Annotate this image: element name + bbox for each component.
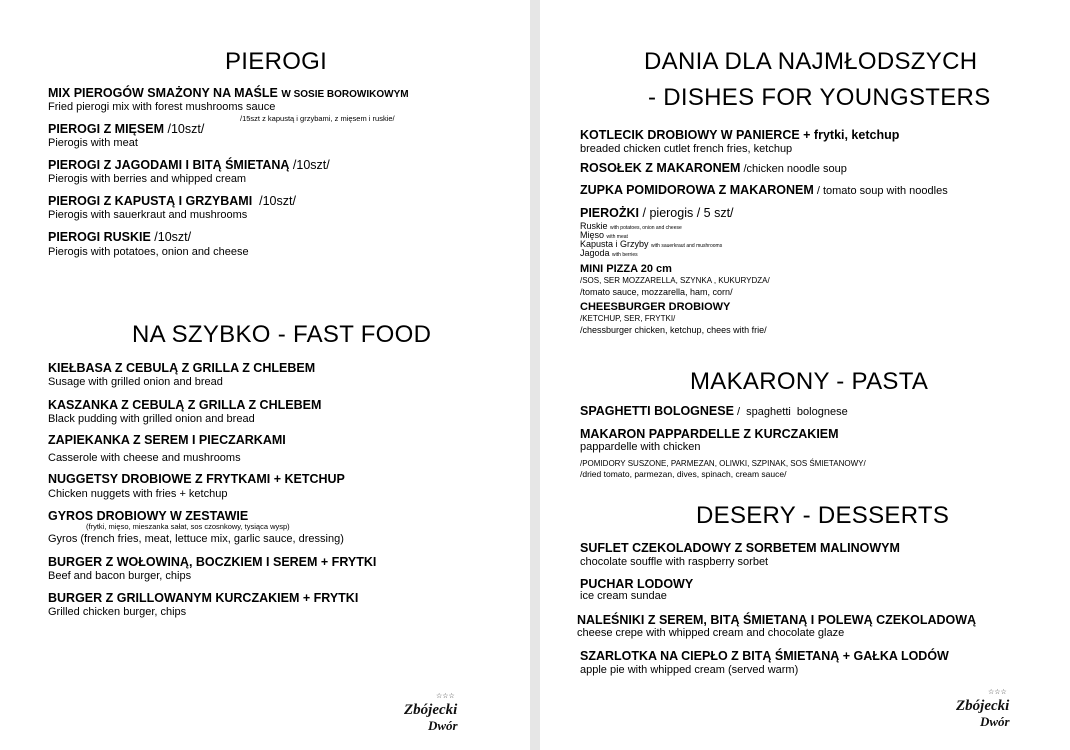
menu-item-desc: /dried tomato, parmezan, dives, spinach, cream sauce/ bbox=[580, 469, 787, 479]
menu-item-desc: Fried pierogi mix with forest mushrooms sauce bbox=[48, 101, 276, 113]
menu-item-name: PUCHAR LODOWY bbox=[580, 577, 694, 591]
section-title-kids-line1: DANIA DLA NAJMŁODSZYCH bbox=[644, 48, 978, 75]
crown-stars-icon bbox=[436, 692, 455, 700]
menu-item-desc: Grilled chicken burger, chips bbox=[48, 606, 187, 618]
menu-item-desc: cheese crepe with whipped cream and chocolate glaze bbox=[577, 627, 845, 639]
menu-item-desc: breaded chicken cutlet french fries, ketchup bbox=[580, 143, 793, 155]
menu-item-name: ROSOŁEK Z MAKARONEM /chicken noodle soup bbox=[580, 161, 847, 175]
menu-item-name: CHEESBURGER DROBIOWY bbox=[580, 301, 731, 313]
menu-item-name: MIX PIEROGÓW SMAŻONY NA MAŚLE W SOSIE BOROWIKOWYM bbox=[48, 86, 409, 100]
restaurant-logo bbox=[400, 690, 478, 734]
menu-item-desc: Pierogis with sauerkraut and mushrooms bbox=[48, 209, 248, 221]
menu-item-name: BURGER Z GRILLOWANYM KURCZAKIEM + FRYTKI bbox=[48, 591, 359, 605]
menu-item-note: /POMIDORY SUSZONE, PARMEZAN, OLIWKI, SZPINAK, SOS ŚMIETANOWY/ bbox=[580, 459, 866, 468]
menu-item-desc: chocolate souffle with raspberry sorbet bbox=[580, 556, 769, 568]
menu-item-desc: Gyros (french fries, meat, lettuce mix, garlic sauce, dressing) bbox=[48, 533, 344, 545]
menu-item-name: KASZANKA Z CEBULĄ Z GRILLA Z CHLEBEM bbox=[48, 398, 322, 412]
menu-item-note: (frytki, mięso, mieszanka sałat, sos czosnkowy, tysiąca wysp) bbox=[86, 522, 290, 531]
menu-item-name: PIEROGI Z JAGODAMI I BITĄ ŚMIETANĄ /10szt/ bbox=[48, 158, 330, 172]
menu-page-right bbox=[540, 0, 1070, 750]
menu-item-name: ZAPIEKANKA Z SEREM I PIECZARKAMI bbox=[48, 433, 286, 447]
menu-item-name: KOTLECIK DROBIOWY W PANIERCE + frytki, ketchup bbox=[580, 128, 900, 142]
menu-item-name: PIEROGI RUSKIE /10szt/ bbox=[48, 230, 192, 244]
menu-item-desc: Casserole with cheese and mushrooms bbox=[48, 452, 241, 464]
logo-text-line2: Dwór bbox=[980, 714, 1010, 729]
menu-item-name: NUGGETSY DROBIOWE Z FRYTKAMI + KETCHUP bbox=[48, 472, 345, 486]
restaurant-logo bbox=[952, 686, 1030, 730]
menu-item-note: /KETCHUP, SER, FRYTKI/ bbox=[580, 314, 676, 323]
menu-item-name: PIEROŻKI / pierogis / 5 szt/ bbox=[580, 206, 734, 220]
logo-text-line1: Zbójecki bbox=[404, 702, 458, 718]
section-title-kids-line2: - DISHES FOR YOUNGSTERS bbox=[648, 84, 991, 111]
menu-item-name: ZUPKA POMIDOROWA Z MAKARONEM / tomato soup with noodles bbox=[580, 183, 948, 197]
menu-item-desc: Pierogis with potatoes, onion and cheese bbox=[48, 246, 249, 258]
menu-item-desc: ice cream sundae bbox=[580, 590, 667, 602]
menu-item-desc: Chicken nuggets with fries + ketchup bbox=[48, 488, 228, 500]
menu-page-left bbox=[0, 0, 530, 750]
menu-item-name: MAKARON PAPPARDELLE Z KURCZAKIEM bbox=[580, 427, 839, 441]
section-title-pierogi: PIEROGI bbox=[225, 48, 328, 75]
menu-item-desc: Susage with grilled onion and bread bbox=[48, 376, 223, 388]
logo-text-line2: Dwór bbox=[428, 718, 458, 733]
menu-item-desc: Pierogis with berries and whipped cream bbox=[48, 173, 247, 185]
menu-item-desc: Black pudding with grilled onion and bread bbox=[48, 413, 255, 425]
menu-item-name: GYROS DROBIOWY W ZESTAWIE bbox=[48, 509, 249, 523]
menu-item-note: /SOS, SER MOZZARELLA, SZYNKA , KUKURYDZA/ bbox=[580, 276, 770, 285]
variant-item: Kapusta i Grzyby with sauerkraut and mushrooms bbox=[580, 239, 723, 249]
section-title-pasta: MAKARONY - PASTA bbox=[690, 368, 929, 395]
svg-text:☆☆☆: ☆☆☆ bbox=[988, 688, 1007, 696]
menu-item-desc: apple pie with whipped cream (served warm) bbox=[580, 664, 799, 676]
menu-item-name: NALEŚNIKI Z SEREM, BITĄ ŚMIETANĄ I POLEWĄ CZEKOLADOWĄ bbox=[577, 613, 977, 627]
menu-item-name: SPAGHETTI BOLOGNESE / spaghetti bolognese bbox=[580, 404, 848, 418]
menu-item-desc: /tomato sauce, mozzarella, ham, corn/ bbox=[580, 287, 733, 297]
menu-item-name: SZARLOTKA NA CIEPŁO Z BITĄ ŚMIETANĄ + GAŁKA LODÓW bbox=[580, 649, 949, 663]
logo-text-line1: Zbójecki bbox=[956, 698, 1010, 714]
menu-item-desc: pappardelle with chicken bbox=[580, 441, 701, 453]
section-title-desserts: DESERY - DESSERTS bbox=[696, 502, 950, 529]
menu-item-name: PIEROGI Z MIĘSEM /10szt/ bbox=[48, 122, 205, 136]
svg-text:☆☆☆: ☆☆☆ bbox=[436, 692, 455, 700]
section-title-fastfood: NA SZYBKO - FAST FOOD bbox=[132, 321, 432, 348]
menu-item-desc: /chessburger chicken, ketchup, chees with frie/ bbox=[580, 325, 767, 335]
menu-item-name: PIEROGI Z KAPUSTĄ I GRZYBAMI /10szt/ bbox=[48, 194, 296, 208]
menu-item-desc: Pierogis with meat bbox=[48, 137, 138, 149]
menu-item-name: MINI PIZZA 20 cm bbox=[580, 263, 672, 275]
menu-item-name: KIEŁBASA Z CEBULĄ Z GRILLA Z CHLEBEM bbox=[48, 361, 316, 375]
variant-item: Jagoda with berries bbox=[580, 248, 638, 258]
menu-item-name: SUFLET CZEKOLADOWY Z SORBETEM MALINOWYM bbox=[580, 541, 900, 555]
variant-item: Mięso with meat bbox=[580, 230, 628, 240]
menu-item-note: /15szt z kapustą i grzybami, z mięsem i ruskie/ bbox=[240, 114, 395, 123]
menu-item-desc: Beef and bacon burger, chips bbox=[48, 570, 192, 582]
menu-item-name: BURGER Z WOŁOWINĄ, BOCZKIEM I SEREM + FRYTKI bbox=[48, 555, 377, 569]
crown-stars-icon bbox=[988, 688, 1007, 696]
variant-item: Ruskie with potatoes, onion and cheese bbox=[580, 221, 682, 231]
